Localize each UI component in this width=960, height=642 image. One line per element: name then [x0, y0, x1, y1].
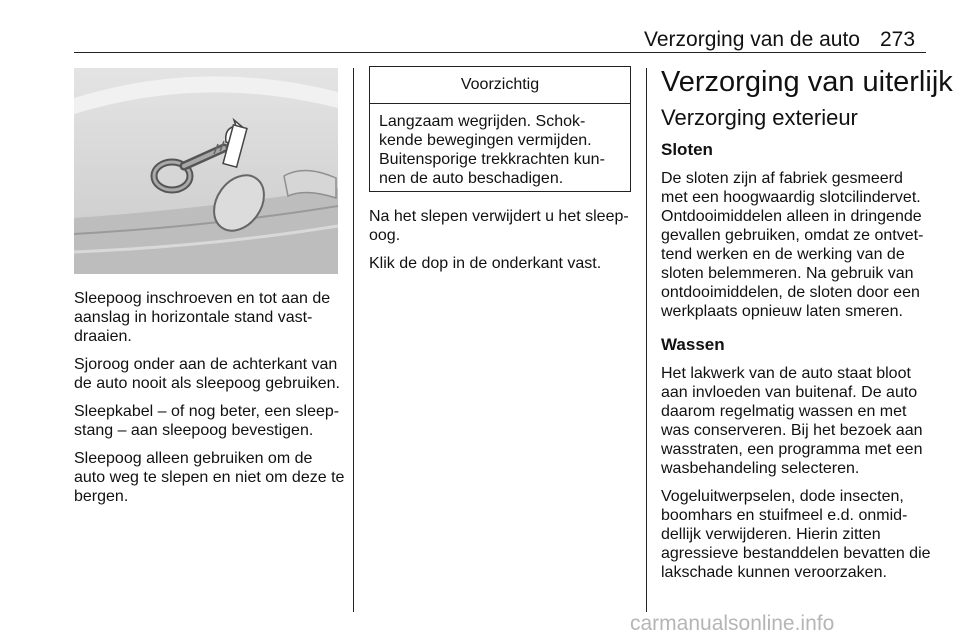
column-divider-left — [353, 68, 354, 612]
subsection-heading-sloten: Sloten — [661, 140, 713, 159]
section-heading: Verzorging exterieur — [661, 105, 858, 130]
column-divider-right — [646, 68, 647, 612]
caution-title: Voorzichtig — [370, 67, 630, 104]
paragraph: Het lakwerk van de auto staat bloot aan invloeden van buitenaf. De auto daarom regelmatig wassen en met was conserveren. Bij het bezoek aan wasstraten, een programma met een wasbehandeling selecteren. — [661, 365, 923, 477]
left-column-text — [74, 289, 346, 515]
subsection-heading-wassen: Wassen — [661, 335, 725, 354]
paragraph: Sleepkabel – of nog beter, een sleepstang – aan sleepoog bevestigen. — [74, 403, 340, 439]
running-header-title: Verzorging van de auto — [644, 28, 860, 51]
caution-text: Langzaam wegrijden. Schokkende bewegingen vermijden. Buitensporige trekkrachten kunnen de auto beschadigen. — [379, 113, 605, 187]
paragraph: Sjoroog onder aan de achterkant van de auto nooit als sleepoog gebruiken. — [74, 356, 340, 392]
chapter-heading: Verzorging van uiterlijk — [661, 66, 953, 98]
watermark: carmanualsonline.info — [630, 612, 835, 635]
tow-eye-illustration — [74, 68, 338, 274]
middle-column-text — [369, 207, 635, 282]
paragraph: Sleepoog alleen gebruiken om de auto weg te slepen en niet om deze te bergen. — [74, 450, 345, 505]
header-divider — [74, 52, 926, 53]
paragraph: Klik de dop in de onderkant vast. — [369, 255, 602, 272]
paragraph: De sloten zijn af fabriek gesmeerd met een hoogwaardig slotcilindervet. Ontdooimiddelen alleen in dringende gevallen gebruiken, omdat ze ontvettend werken en de werking van de sloten belemmeren. Na gebruik van ontdooimiddelen, de sloten door een werkplaats opnieuw laten smeren. — [661, 170, 924, 320]
paragraph: Vogeluitwerpselen, dode insecten, boomhars en stuifmeel e.d. onmiddellijk verwijderen. Hierin zitten agressieve bestanddelen bevatten die lakschade kunnen veroorzaken. — [661, 488, 931, 581]
page-number: 273 — [880, 28, 916, 51]
caution-box — [369, 66, 631, 192]
paragraph: Na het slepen verwijdert u het sleepoog. — [369, 208, 629, 244]
paragraph: Sleepoog inschroeven en tot aan de aanslag in horizontale stand vastdraaien. — [74, 290, 331, 345]
right-column-text — [661, 105, 933, 591]
